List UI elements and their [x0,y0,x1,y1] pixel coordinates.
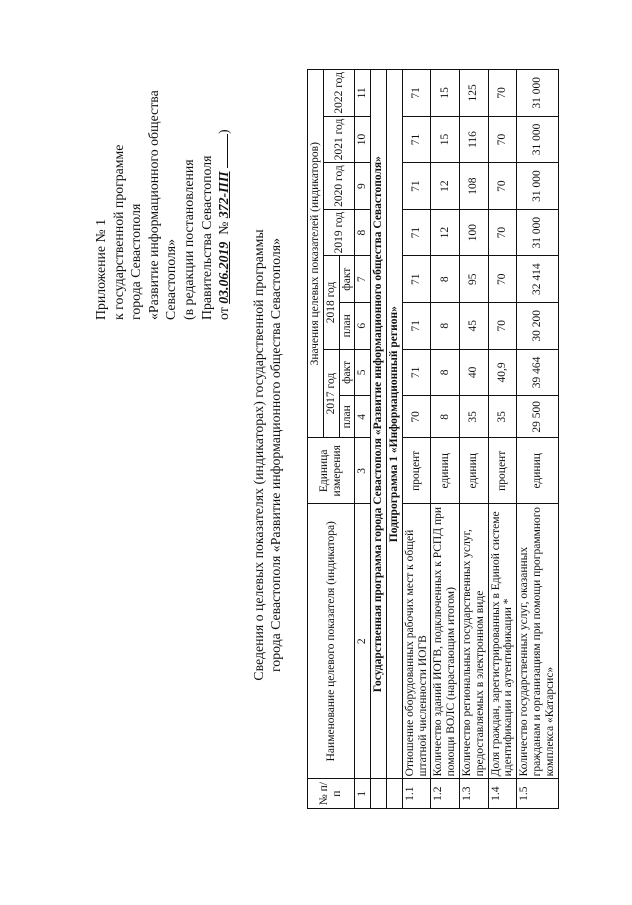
subprogram-row-num [386,779,402,809]
signature-underline [227,134,228,168]
title-line-1: Сведения о целевых показателях (индикаторах) государственной программы [251,229,266,681]
header-fact: факт [339,349,355,396]
row-unit: единиц [517,438,558,504]
column-number: 4 [355,396,371,438]
number-prefix: № [216,221,232,235]
row-value: 71 [402,209,431,256]
table-row [402,70,431,809]
row-value: 70 [488,116,517,163]
row-value: 31 000 [517,70,558,117]
header-year-2022: 2022 год [323,70,355,117]
row-unit: процент [488,438,517,504]
column-number: 7 [355,256,371,303]
appendix-line: к государственной программе [110,144,126,320]
row-value: 70 [488,209,517,256]
row-name: Доля граждан, зарегистрированных в Единой системе идентификации и аутентификации * [488,504,517,779]
column-number: 10 [355,116,371,163]
row-value: 71 [402,303,431,350]
date-prefix: от [216,307,232,320]
row-value: 108 [459,163,488,210]
row-unit: процент [402,438,431,504]
row-value: 12 [431,163,460,210]
header-row-1 [308,70,324,809]
program-row-num [371,779,387,809]
row-value: 71 [402,256,431,303]
table-row [459,70,488,809]
appendix-line: «Развитие информационного общества [145,90,161,320]
row-value: 15 [431,116,460,163]
table-row [488,70,517,809]
row-name: Отношение оборудованных рабочих мест к общей штатной численности ИОГВ [402,504,431,779]
row-value: 31 000 [517,209,558,256]
row-num: 1.2 [431,779,460,809]
header-plan: план [339,396,355,438]
header-fact: факт [339,256,355,303]
row-value: 71 [402,163,431,210]
row-value: 8 [431,349,460,396]
column-number: 3 [355,438,371,504]
row-value: 31 000 [517,116,558,163]
row-value: 95 [459,256,488,303]
row-value: 15 [431,70,460,117]
row-value: 12 [431,209,460,256]
header-year-2020: 2020 год [323,163,355,210]
row-value: 70 [402,396,431,438]
column-number-row [355,70,371,809]
row-value: 45 [459,303,488,350]
column-number: 2 [355,504,371,779]
handwritten-number: 372-ПП [216,171,232,219]
row-value: 35 [459,396,488,438]
row-value: 116 [459,116,488,163]
row-unit: единиц [459,438,488,504]
row-unit: единиц [431,438,460,504]
appendix-header [92,80,233,320]
header-values-group: Значения целевых показателей (индикаторов) [308,70,324,439]
appendix-date-line [215,80,233,320]
header-num: № п/п [308,779,355,809]
header-plan: план [339,303,355,350]
program-title: Государственная программа города Севастополя «Развитие информационного общества Севастополя» [371,70,387,779]
table-row [517,70,558,809]
row-value: 8 [431,256,460,303]
row-value: 70 [488,163,517,210]
row-value: 32 414 [517,256,558,303]
row-num: 1.3 [459,779,488,809]
row-value: 40 [459,349,488,396]
header-year-2019: 2019 год [323,209,355,256]
row-value: 30 200 [517,303,558,350]
appendix-line: (в редакции постановления [180,159,196,320]
closing-paren: ) [216,129,232,134]
column-number: 11 [355,70,371,117]
row-num: 1.1 [402,779,431,809]
table-row [431,70,460,809]
column-number: 1 [355,779,371,809]
row-value: 70 [488,256,517,303]
row-value: 29 500 [517,396,558,438]
document-title [250,125,284,785]
column-number: 8 [355,209,371,256]
row-value: 70 [488,303,517,350]
subprogram-title: Подпрограмма 1 «Информационный регион» [386,70,402,779]
handwritten-date: 03.06.2019 [216,241,232,304]
row-value: 39 464 [517,349,558,396]
row-value: 35 [488,396,517,438]
row-value: 71 [402,70,431,117]
row-name: Количество зданий ИОГВ, подключенных к РСПД при помощи ВОЛС (нарастающим итогом) [431,504,460,779]
title-line-2: города Севастополя «Развитие информационного общества Севастополя» [268,238,283,673]
appendix-line: Правительства Севастополя [198,155,214,320]
appendix-line: города Севастополя [128,203,144,320]
header-year-2021: 2021 год [323,116,355,163]
subprogram-row [386,70,402,809]
header-year-2018: 2018 год [323,256,339,349]
row-value: 71 [402,349,431,396]
row-value: 70 [488,70,517,117]
row-value: 8 [431,303,460,350]
header-unit: Единица измерения [308,438,355,504]
appendix-line: Севастополя» [163,238,179,320]
indicators-table [307,69,559,809]
header-name: Наименование целевого показателя (индикатора) [308,504,355,779]
row-num: 1.5 [517,779,558,809]
row-value: 8 [431,396,460,438]
row-name: Количество региональных государственных услуг, предоставляемых в электронном виде [459,504,488,779]
column-number: 6 [355,303,371,350]
program-row [371,70,387,809]
row-value: 31 000 [517,163,558,210]
appendix-line: Приложение № 1 [93,218,108,320]
row-num: 1.4 [488,779,517,809]
column-number: 5 [355,349,371,396]
row-value: 100 [459,209,488,256]
row-value: 40,9 [488,349,517,396]
header-year-2017: 2017 год [323,349,339,438]
row-value: 71 [402,116,431,163]
row-name: Количество государственных услуг, оказанных гражданам и организациям при помощи программного комплекса «Катарсис» [517,504,558,779]
column-number: 9 [355,163,371,210]
row-value: 125 [459,70,488,117]
